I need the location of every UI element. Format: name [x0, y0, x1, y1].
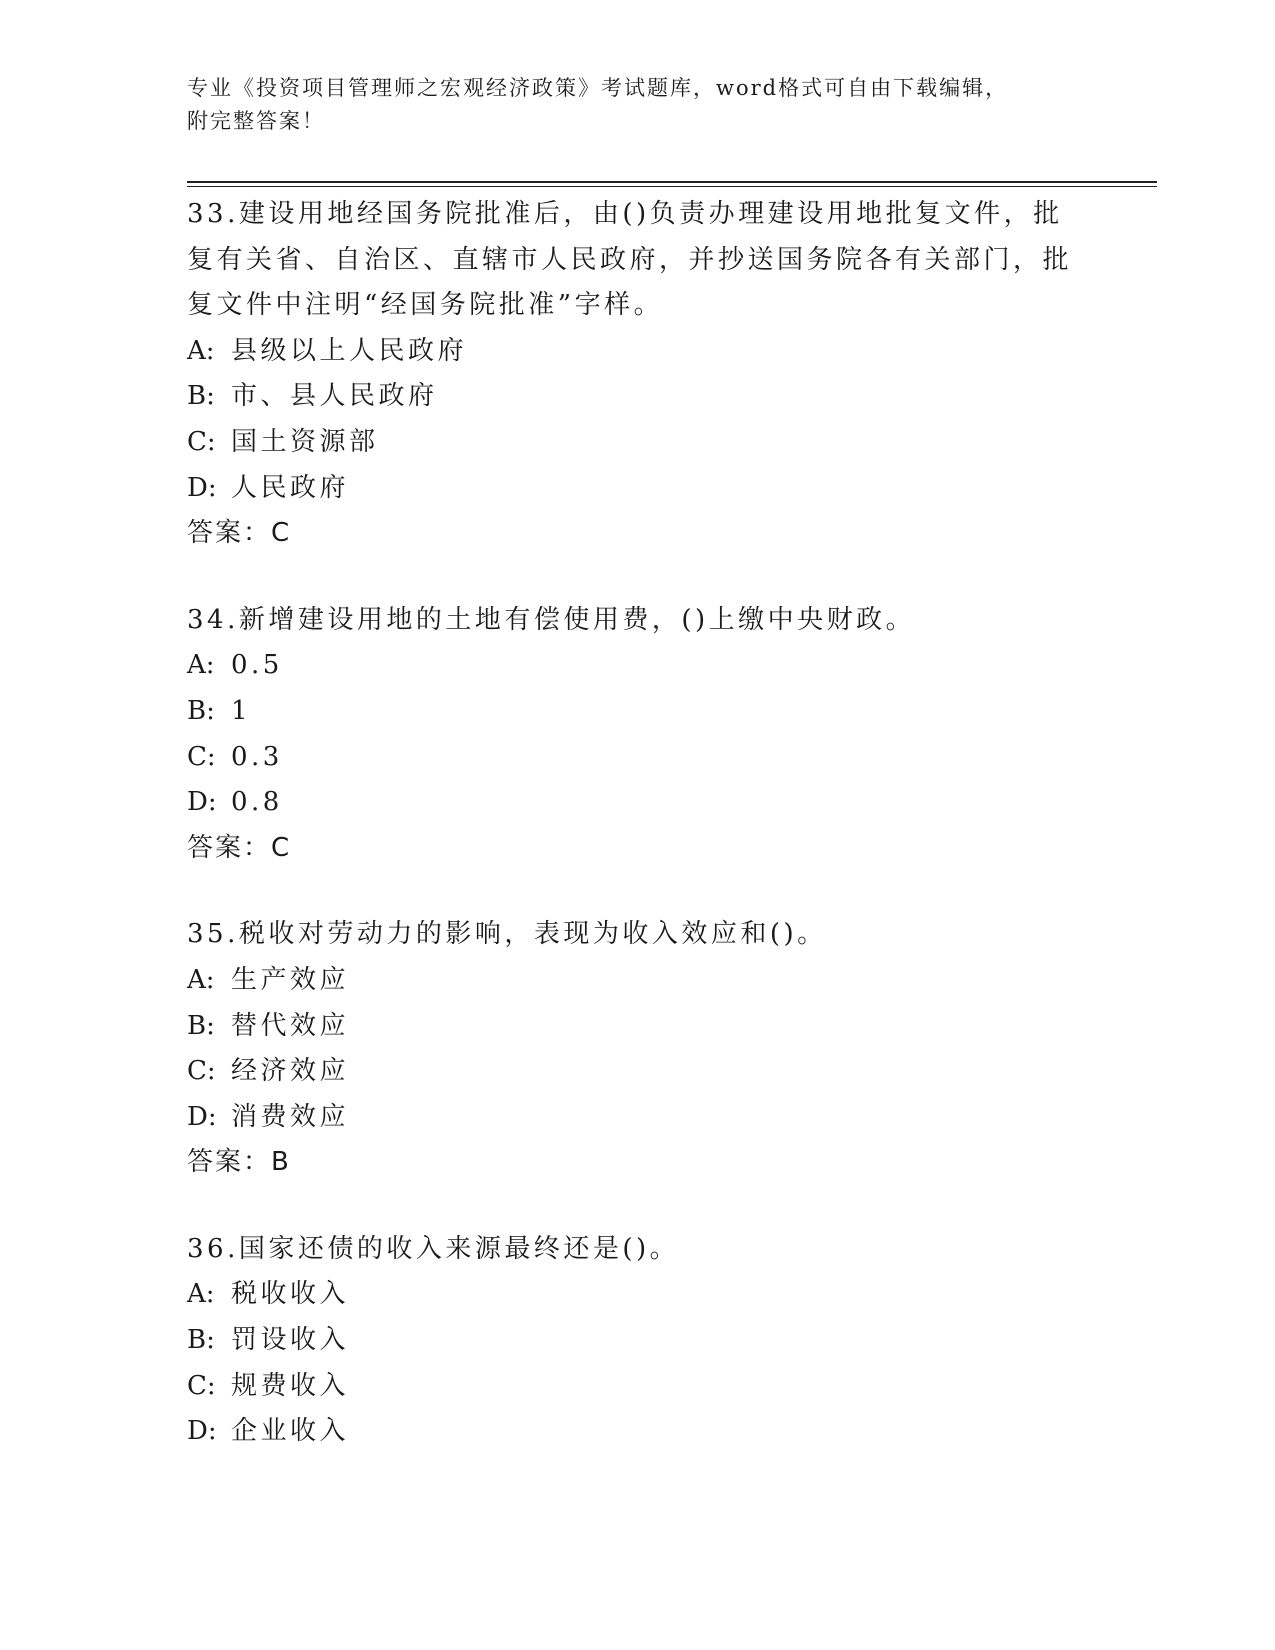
answer-line: 答案：C	[187, 518, 292, 549]
question-stem: 33.建设用地经国务院批准后，由()负责办理建设用地批复文件，批复有关省、自治区、直辖市人民政府，并抄送国务院各有关部门，批复文件中注明“经国务院批准”字样。	[187, 199, 1073, 321]
document-header	[187, 72, 1157, 144]
header-line-1: 专业《投资项目管理师之宏观经济政策》考试题库，word格式可自由下载编辑，	[187, 76, 1009, 100]
option-text: 国土资源部	[231, 426, 379, 457]
option-c	[187, 420, 1157, 466]
question-34	[187, 598, 1157, 872]
header-divider	[187, 181, 1157, 187]
option-letter: C:	[187, 1056, 216, 1087]
option-c	[187, 1049, 1157, 1095]
option-text: 替代效应	[231, 1010, 350, 1041]
option-letter: A:	[187, 335, 215, 366]
question-36	[187, 1227, 1157, 1455]
option-d	[187, 780, 1157, 826]
option-text: 0.8	[231, 787, 283, 818]
option-letter: C:	[187, 1370, 216, 1401]
option-text: 0.3	[231, 741, 283, 772]
option-text: 1	[231, 695, 252, 726]
question-stem: 35.税收对劳动力的影响，表现为收入效应和()。	[187, 919, 827, 950]
option-letter: B:	[187, 695, 215, 726]
option-letter: B:	[187, 1325, 215, 1356]
option-b	[187, 689, 1157, 735]
option-letter: A:	[187, 1279, 215, 1310]
option-letter: C:	[187, 741, 216, 772]
option-letter: D:	[187, 472, 217, 503]
option-d	[187, 1409, 1157, 1455]
header-line-2: 附完整答案！	[187, 109, 325, 133]
option-c	[187, 735, 1157, 781]
question-stem: 34.新增建设用地的土地有偿使用费，()上缴中央财政。	[187, 604, 916, 635]
option-a	[187, 1272, 1157, 1318]
option-letter: C:	[187, 426, 216, 457]
option-letter: B:	[187, 381, 215, 412]
option-text: 罚设收入	[231, 1325, 350, 1356]
question-33	[187, 192, 1157, 557]
option-b	[187, 374, 1157, 420]
question-list	[187, 192, 1157, 1455]
option-a	[187, 329, 1157, 375]
option-text: 0.5	[231, 650, 283, 681]
option-d	[187, 1095, 1157, 1141]
option-text: 生产效应	[231, 964, 350, 995]
option-letter: D:	[187, 1416, 217, 1447]
option-text: 县级以上人民政府	[231, 335, 468, 366]
answer-line: 答案：C	[187, 832, 292, 863]
question-35	[187, 912, 1157, 1186]
option-letter: D:	[187, 787, 217, 818]
option-text: 人民政府	[231, 472, 350, 503]
option-text: 规费收入	[231, 1370, 350, 1401]
option-c	[187, 1364, 1157, 1410]
option-letter: A:	[187, 650, 215, 681]
option-letter: B:	[187, 1010, 215, 1041]
option-text: 企业收入	[231, 1416, 350, 1447]
option-text: 经济效应	[231, 1056, 350, 1087]
option-text: 税收收入	[231, 1279, 350, 1310]
question-stem: 36.国家还债的收入来源最终还是()。	[187, 1233, 680, 1264]
option-letter: D:	[187, 1101, 217, 1132]
option-b	[187, 1004, 1157, 1050]
option-d	[187, 466, 1157, 512]
option-a	[187, 958, 1157, 1004]
document-page	[187, 72, 1157, 1496]
option-a	[187, 643, 1157, 689]
answer-line: 答案：B	[187, 1147, 291, 1178]
option-b	[187, 1318, 1157, 1364]
option-text: 消费效应	[231, 1101, 350, 1132]
option-letter: A:	[187, 964, 215, 995]
option-text: 市、县人民政府	[231, 381, 438, 412]
